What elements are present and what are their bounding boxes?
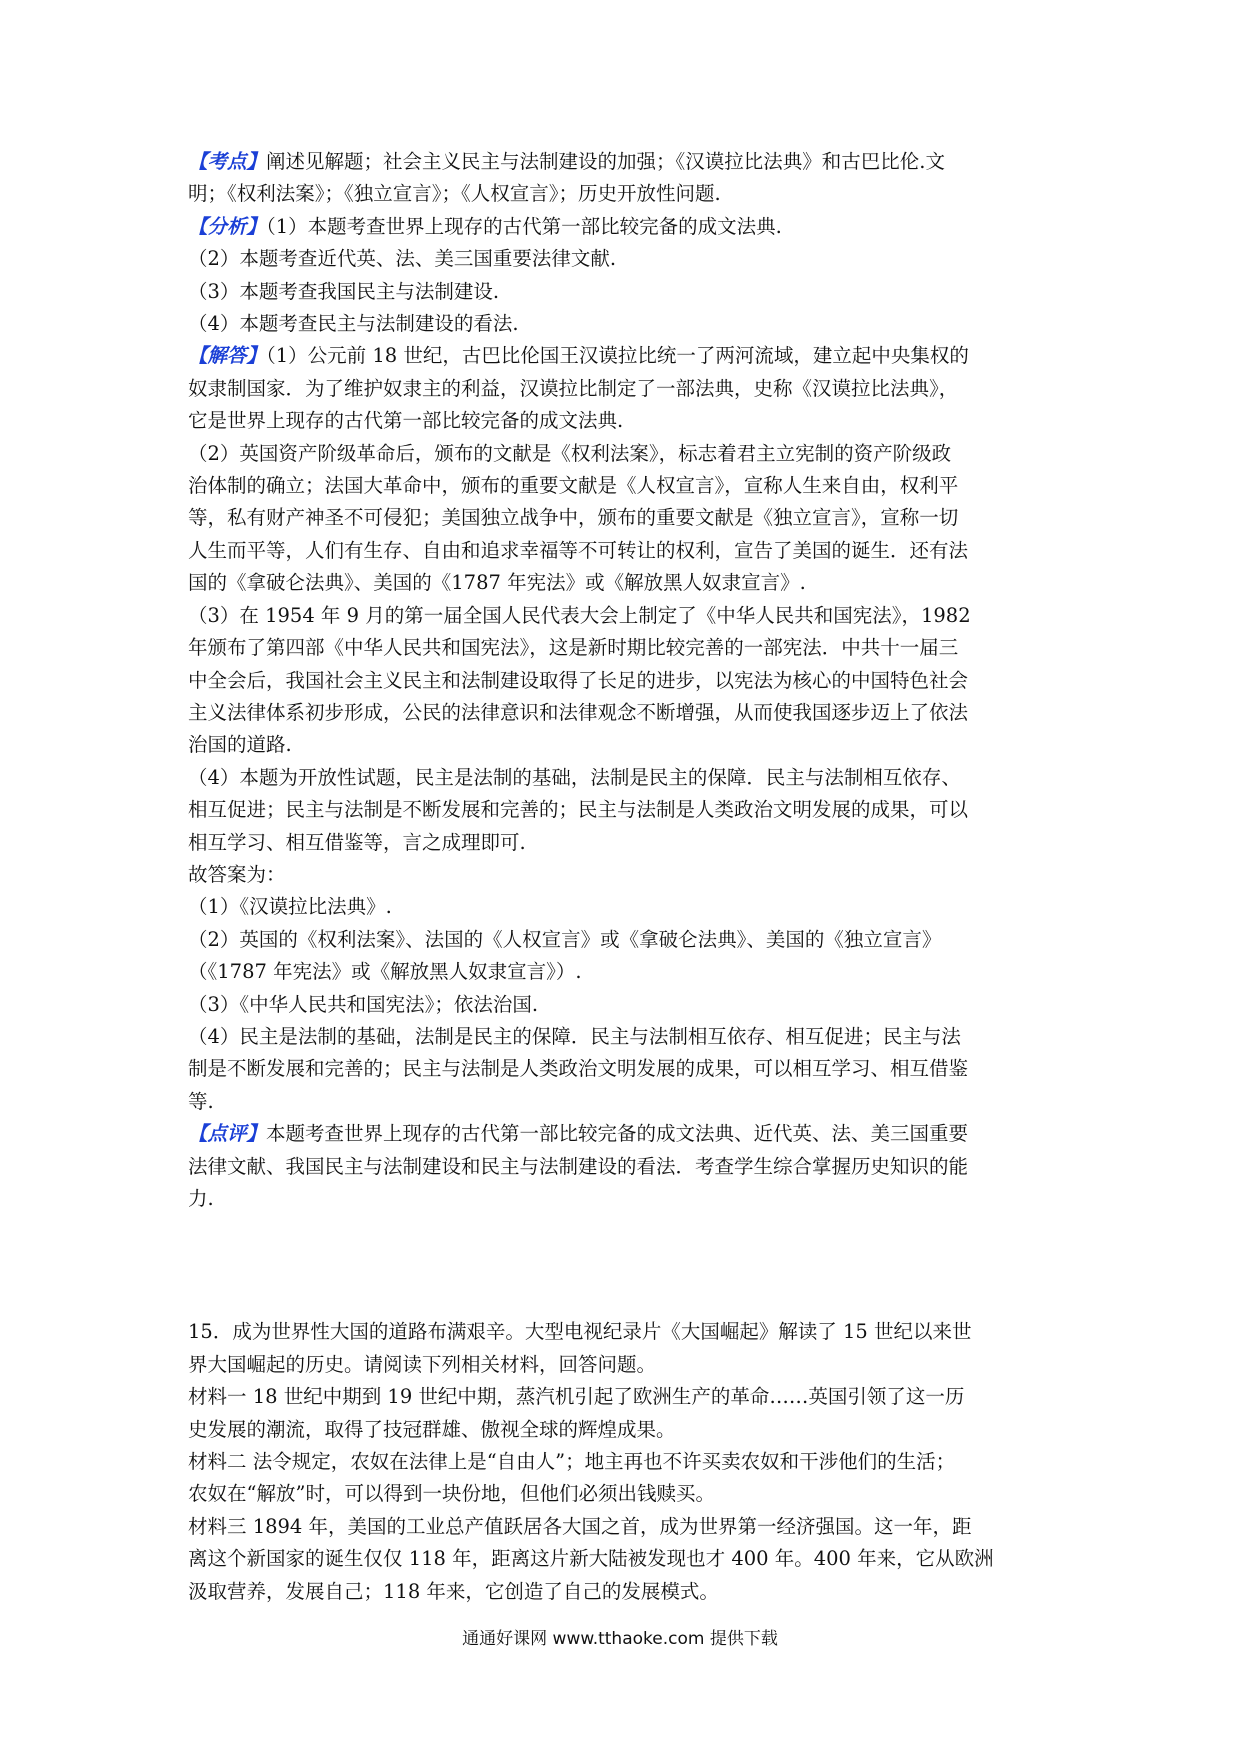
jieda-first-text: （1）公元前 18 世纪，古巴比伦国王汉谟拉比统一了两河流域，建立起中央集权的 <box>266 344 969 368</box>
jieda-line: （3）在 1954 年 9 月的第一届全国人民代表大会上制定了《中华人民共和国宪法》，1982 <box>188 603 971 627</box>
dianping-line-1 <box>188 1118 1068 1150</box>
dianping-first-text: 本题考查世界上现存的古代第一部比较完备的成文法典、近代英、法、美三国重要 <box>266 1122 969 1146</box>
fenxi-tag: 【分析】 <box>188 214 267 238</box>
page-footer: 通通好课网 www.tthaoke.com 提供下载 <box>462 1629 778 1649</box>
dianping-line: 法律文献、我国民主与法制建设和民主与法制建设的看法．考查学生综合掌握历史知识的能 <box>188 1154 969 1178</box>
answer-content <box>188 146 1068 1608</box>
jieda-line: （3）《中华人民共和国宪法》；依法治国. <box>188 992 539 1016</box>
jieda-line: 制是不断发展和完善的；民主与法制是人类政治文明发展的成果，可以相互学习、相互借鉴 <box>188 1057 969 1081</box>
question-15-line: 界大国崛起的历史。请阅读下列相关材料，回答问题。 <box>188 1352 657 1376</box>
dianping-line: 力. <box>188 1187 214 1210</box>
kaodian-section <box>188 146 1068 211</box>
jieda-line: 奴隶制国家．为了维护奴隶主的利益，汉谟拉比制定了一部法典，史称《汉谟拉比法典》， <box>188 376 959 400</box>
dianping-section <box>188 1118 1068 1215</box>
jieda-line: （4）本题为开放性试题，民主是法制的基础，法制是民主的保障．民主与法制相互依存、 <box>188 765 961 789</box>
section-spacer <box>188 1215 1068 1316</box>
question-15-line: 材料一 18 世纪中期到 19 世纪中期，蒸汽机引起了欧洲生产的革命……英国引领了这一历 <box>188 1385 965 1409</box>
jieda-line: （4）民主是法制的基础，法制是民主的保障．民主与法制相互依存、相互促进；民主与法 <box>188 1024 961 1048</box>
jieda-line: （2）英国资产阶级革命后，颁布的文献是《权利法案》，标志着君主立宪制的资产阶级政 <box>188 441 952 465</box>
question-15-line: 15．成为世界性大国的道路布满艰辛。大型电视纪录片《大国崛起》解读了 15 世纪以来世 <box>188 1320 972 1344</box>
jieda-line: 故答案为： <box>188 862 286 886</box>
jieda-line: 相互学习、相互借鉴等，言之成理即可. <box>188 830 526 854</box>
kaodian-tag: 【考点】 <box>188 150 267 173</box>
jieda-line: 主义法律体系初步形成，公民的法律意识和法律观念不断增强，从而使我国逐步迈上了依法 <box>188 700 969 724</box>
jieda-lines <box>188 373 1068 1118</box>
jieda-line: 人生而平等，人们有生存、自由和追求幸福等不可转让的权利，宣告了美国的诞生．还有法 <box>188 538 969 562</box>
jieda-line: （《1787 年宪法》或《解放黑人奴隶宣言》）. <box>188 960 582 984</box>
question-15-line: 材料二 法令规定，农奴在法律上是“自由人”；地主再也不许买卖农奴和干涉他们的生活； <box>188 1450 956 1474</box>
dianping-tag: 【点评】 <box>188 1122 267 1146</box>
fenxi-line: （4）本题考查民主与法制建设的看法. <box>188 312 519 336</box>
question-15-line: 农奴在“解放”时，可以得到一块份地，但他们必须出钱赎买。 <box>188 1482 715 1506</box>
jieda-line: 等，私有财产神圣不可侵犯；美国独立战争中，颁布的重要文献是《独立宣言》，宣称一切 <box>188 506 959 530</box>
kaodian-line-1 <box>188 146 1068 178</box>
jieda-line: 它是世界上现存的古代第一部比较完备的成文法典. <box>188 409 624 433</box>
question-15-line: 离这个新国家的诞生仅仅 118 年，距离这片新大陆被发现也才 400 年。400 年来，它从欧洲 <box>188 1547 994 1571</box>
jieda-line: 治体制的确立；法国大革命中，颁布的重要文献是《人权宣言》，宣称人生来自由，权利平 <box>188 474 959 498</box>
fenxi-first-text: （1）本题考查世界上现存的古代第一部比较完备的成文法典. <box>266 214 782 238</box>
fenxi-line: （2）本题考查近代英、法、美三国重要法律文献. <box>188 247 617 271</box>
jieda-line: 中全会后，我国社会主义民主和法制建设取得了长足的进步，以宪法为核心的中国特色社会 <box>188 668 969 692</box>
jieda-line: 国的《拿破仑法典》、美国的《1787 年宪法》或《解放黑人奴隶宣言》. <box>188 571 806 595</box>
question-15 <box>188 1316 1068 1608</box>
fenxi-line-1 <box>188 211 1068 243</box>
kaodian-text: 阐述见解题；社会主义民主与法制建设的加强；《汉谟拉比法典》和古巴比伦.文 <box>266 150 945 173</box>
question-15-line: 史发展的潮流，取得了技冠群雄、傲视全球的辉煌成果。 <box>188 1417 676 1441</box>
question-15-line: 材料三 1894 年，美国的工业总产值跃居各大国之首，成为世界第一经济强国。这一年，距 <box>188 1514 972 1538</box>
fenxi-lines <box>188 243 1068 340</box>
jieda-line-1 <box>188 340 1068 372</box>
jieda-section <box>188 340 1068 1118</box>
jieda-line: （1）《汉谟拉比法典》. <box>188 895 392 919</box>
fenxi-line: （3）本题考查我国民主与法制建设. <box>188 279 500 303</box>
dianping-lines <box>188 1151 1068 1216</box>
jieda-line: 等. <box>188 1089 214 1113</box>
jieda-line: 年颁布了第四部《中华人民共和国宪法》，这是新时期比较完善的一部宪法．中共十一届三 <box>188 636 959 660</box>
jieda-line: （2）英国的《权利法案》、法国的《人权宣言》或《拿破仑法典》、美国的《独立宣言》 <box>188 927 942 951</box>
fenxi-section <box>188 211 1068 341</box>
kaodian-line-2: 明；《权利法案》；《独立宣言》；《人权宣言》；历史开放性问题. <box>188 182 721 206</box>
jieda-line: 治国的道路. <box>188 733 292 757</box>
jieda-line: 相互促进；民主与法制是不断发展和完善的；民主与法制是人类政治文明发展的成果，可以 <box>188 798 969 822</box>
question-15-line: 汲取营养，发展自己；118 年来，它创造了自己的发展模式。 <box>188 1579 719 1603</box>
jieda-tag: 【解答】 <box>188 344 267 368</box>
